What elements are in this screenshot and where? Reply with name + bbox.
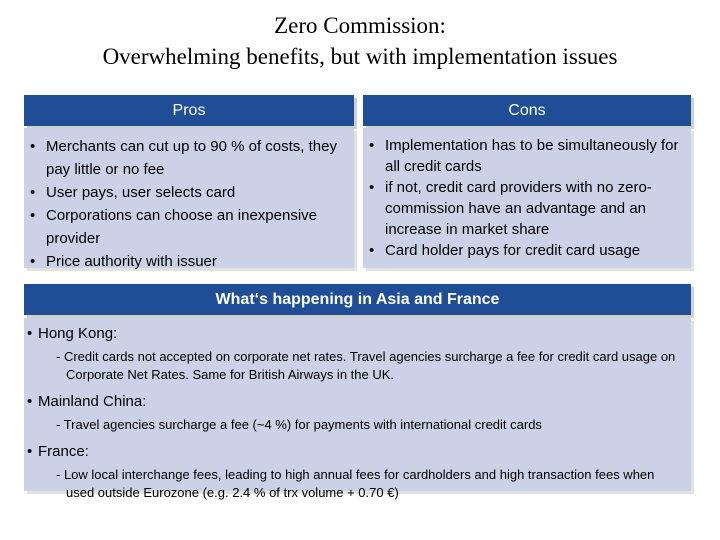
bullet-icon: • bbox=[27, 393, 33, 410]
pros-box bbox=[24, 128, 354, 268]
title-line-1: Zero Commission: bbox=[274, 13, 446, 38]
region-mainland-china bbox=[24, 390, 691, 413]
asia-france-box bbox=[24, 318, 691, 500]
bullet-icon: • bbox=[369, 179, 375, 196]
region-detail: - Travel agencies surcharge a fee (~4 %) for payments with international credit cards bbox=[56, 417, 542, 432]
cons-header bbox=[363, 95, 691, 126]
bullet-icon: • bbox=[27, 443, 33, 460]
bullet-icon: • bbox=[27, 325, 33, 342]
cons-item: • Card holder pays for credit card usage bbox=[369, 242, 641, 259]
slide-title bbox=[0, 10, 720, 72]
pros-header-label: Pros bbox=[172, 102, 206, 119]
region-label: Mainland China: bbox=[38, 393, 147, 410]
bullet-icon: • bbox=[369, 242, 375, 259]
asia-france-header bbox=[24, 284, 691, 315]
pros-list bbox=[24, 135, 354, 273]
cons-list bbox=[363, 135, 691, 261]
cons-box bbox=[363, 128, 691, 268]
pros-item: • Corporations can choose an inexpensive provider bbox=[24, 204, 354, 250]
title-line-2: Overwhelming benefits, but with implementation issues bbox=[102, 44, 618, 69]
region-detail: - Credit cards not accepted on corporate net rates. Travel agencies surcharge a fee for credit card usage on Corporate Net Rates. Same for British Airways in the UK. bbox=[56, 349, 676, 382]
region-label: Hong Kong: bbox=[38, 325, 118, 342]
region-france bbox=[24, 440, 691, 463]
pros-item: • User pays, user selects card bbox=[24, 181, 354, 204]
bullet-icon: • bbox=[30, 138, 36, 155]
region-detail: - Low local interchange fees, leading to high annual fees for cardholders and high transaction fees when used outside Eurozone (e.g. 2.4 % of trx volume + 0.70 €) bbox=[56, 467, 655, 500]
cons-item: • if not, credit card providers with no zero-commission have an advantage and an increase in market share bbox=[369, 179, 652, 238]
region-label: France: bbox=[38, 443, 89, 460]
pros-item: • Price authority with issuer bbox=[24, 250, 354, 273]
bullet-icon: • bbox=[30, 207, 36, 224]
cons-header-label: Cons bbox=[508, 102, 546, 119]
bullet-icon: • bbox=[30, 253, 36, 270]
cons-item: • Implementation has to be simultaneously for all credit cards bbox=[369, 137, 679, 175]
pros-header bbox=[24, 95, 354, 126]
region-hong-kong bbox=[24, 322, 691, 345]
bullet-icon: • bbox=[369, 137, 375, 154]
asia-france-header-label: What‘s happening in Asia and France bbox=[215, 291, 500, 308]
bullet-icon: • bbox=[30, 184, 36, 201]
pros-item: • Merchants can cut up to 90 % of costs, they pay little or no fee bbox=[24, 135, 354, 181]
